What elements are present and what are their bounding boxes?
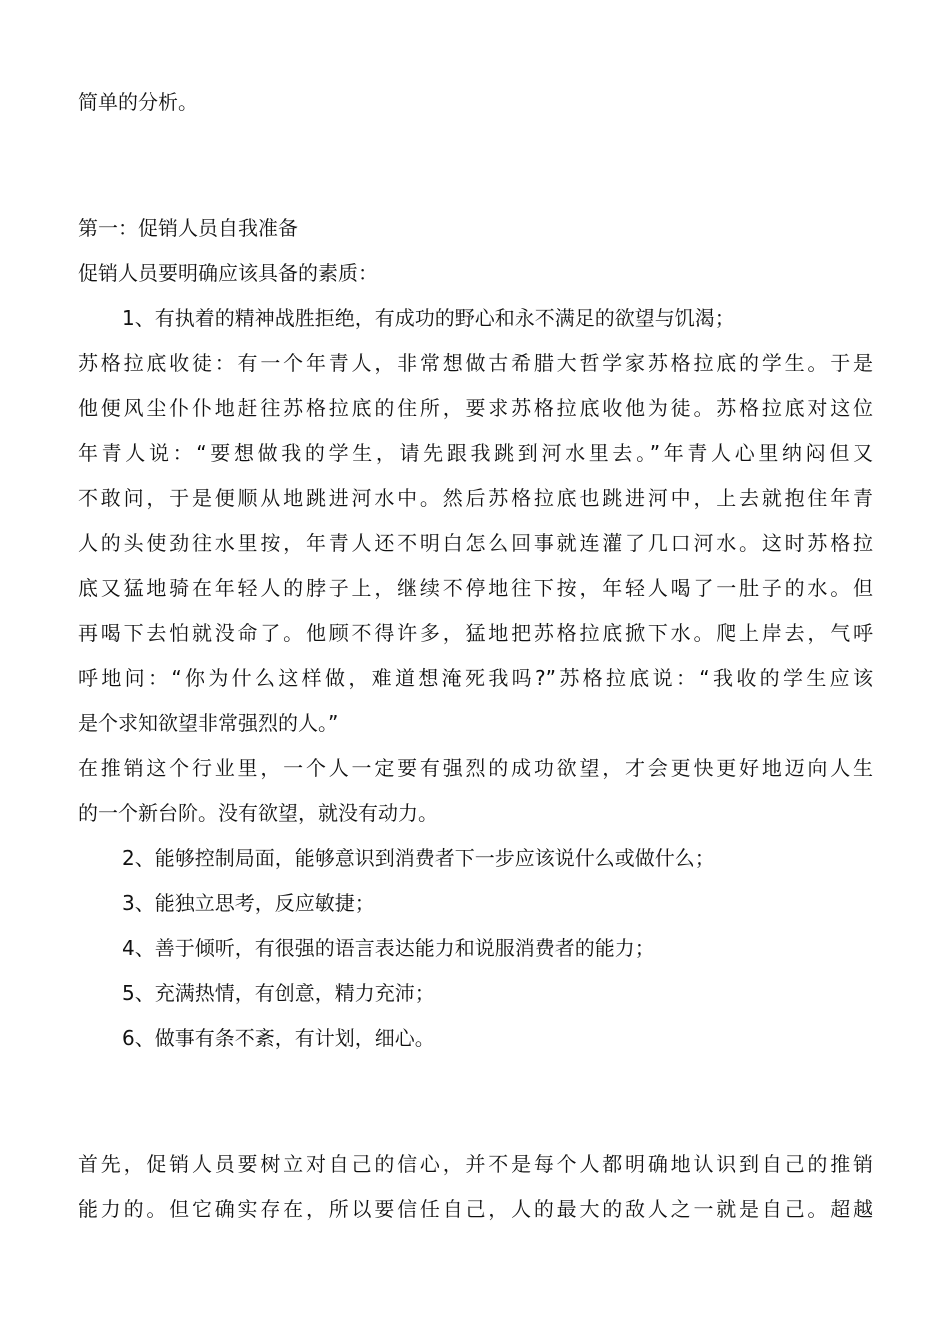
paragraph-gap	[78, 1106, 873, 1142]
text-line: 他便风尘仆仆地赶往苏格拉底的住所，要求苏格拉底收他为徒。苏格拉底对这位	[78, 396, 873, 420]
section-heading: 第一：促销人员自我准备	[78, 216, 298, 240]
text-line: 再喝下去怕就没命了。他顾不得许多，猛地把苏格拉底掀下水。爬上岸去，气呼	[78, 621, 873, 645]
text-line: 呼地问：“你为什么这样做，难道想淹死我吗?”苏格拉底说：“我收的学生应该	[78, 666, 873, 690]
text-line: 苏格拉底收徒：有一个年青人，非常想做古希腊大哲学家苏格拉底的学生。于是	[78, 351, 873, 375]
text-line: 年青人说：“要想做我的学生，请先跟我跳到河水里去。”年青人心里纳闷但又	[78, 441, 873, 465]
text-line: 的一个新台阶。没有欲望，就没有动力。	[78, 801, 438, 825]
list-item: 2、能够控制局面，能够意识到消费者下一步应该说什么或做什么；	[122, 846, 715, 870]
list-item: 4、善于倾听，有很强的语言表达能力和说服消费者的能力；	[122, 936, 655, 960]
list-item: 3、能独立思考，反应敏捷；	[122, 891, 375, 915]
paragraph-gap	[78, 170, 873, 206]
list-item: 6、做事有条不紊，有计划，细心。	[122, 1026, 435, 1050]
document-page	[78, 80, 873, 1232]
text-line: 人的头使劲往水里按，年青人还不明白怎么回事就连灌了几口河水。这时苏格拉	[78, 531, 873, 555]
paragraph-gap	[78, 1061, 873, 1106]
list-item: 5、充满热情，有创意，精力充沛；	[122, 981, 435, 1005]
text-line: 促销人员要明确应该具备的素质：	[78, 261, 378, 285]
paragraph-gap	[78, 125, 873, 170]
text-line: 能力的。但它确实存在，所以要信任自己，人的最大的敌人之一就是自己。超越	[78, 1197, 873, 1221]
text-line: 是个求知欲望非常强烈的人。”	[78, 711, 339, 735]
text-line: 不敢问，于是便顺从地跳进河水中。然后苏格拉底也跳进河中，上去就抱住年青	[78, 486, 873, 510]
text-line: 简单的分析。	[78, 90, 198, 114]
text-line: 在推销这个行业里，一个人一定要有强烈的成功欲望，才会更快更好地迈向人生	[78, 756, 873, 780]
text-line: 首先，促销人员要树立对自己的信心，并不是每个人都明确地认识到自己的推销	[78, 1152, 873, 1176]
text-line: 底又猛地骑在年轻人的脖子上，继续不停地往下按，年轻人喝了一肚子的水。但	[78, 576, 873, 600]
list-item: 1、有执着的精神战胜拒绝，有成功的野心和永不满足的欲望与饥渴；	[122, 306, 735, 330]
